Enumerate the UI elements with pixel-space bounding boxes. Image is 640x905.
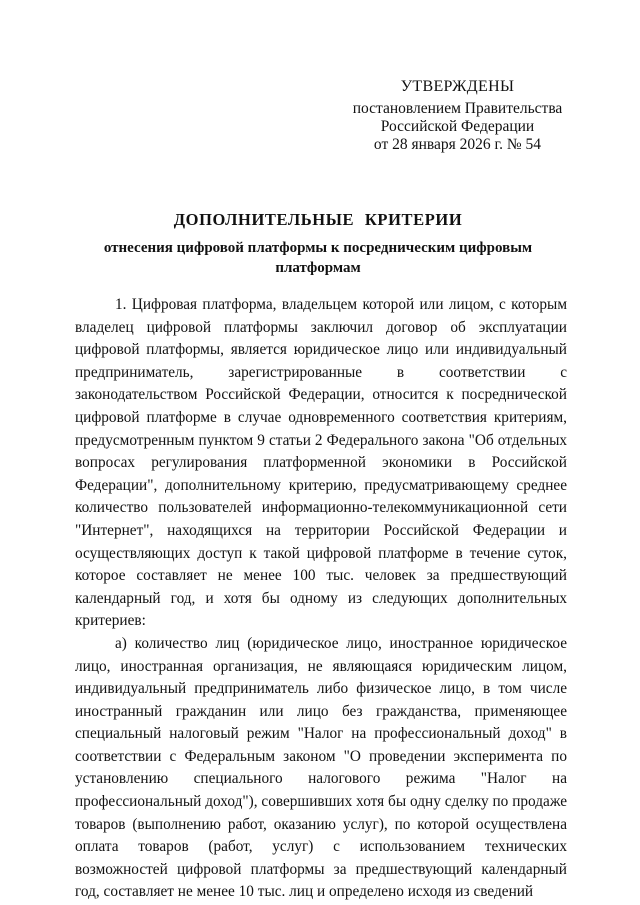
paragraph-criterion-a: а) количество лиц (юридическое лицо, иностранное юридическое лицо, иностранная организация, не являющаяся юридическим лицом, индивидуальный предприниматель либо физическое лицо, в том числе иностранный гражданин или лицо без гражданства, применяющее специальный налоговый режим "Налог на профессиональный доход" в соответствии с Федеральным законом "О проведении эксперимента по установлению специального налогового режима "Налог на профессиональный доход"), совершивших хотя бы одну сделку по продаже товаров (выполнению работ, оказанию услуг), по которой осуществлена оплата товаров (работ, услуг) с использованием технических возможностей цифровой платформы за предшествующий календарный год, составляет не менее 10 тыс. лиц и определено исходя из сведений	[75, 634, 567, 901]
document-title: ДОПОЛНИТЕЛЬНЫЕ КРИТЕРИИ	[173, 210, 463, 229]
approval-line-decree: постановлением Правительства	[352, 100, 563, 117]
approval-line-government: Российской Федерации	[380, 118, 535, 135]
document-subtitle: отнесения цифровой платформы к посредническим цифровым платформам	[103, 240, 533, 276]
paragraph-criteria-intro: 1. Цифровая платформа, владельцем которой или лицом, с которым владелец цифровой платформы заключил договор об эксплуатации цифровой платформы, является юридическое лицо или индивидуальный предприниматель, зарегистрированные в соответствии с законодательством Российской Федерации, относится к посреднической цифровой платформе в случае одновременного соответствия критериям, предусмотренным пунктом 9 статьи 2 Федерального закона "Об отдельных вопросах регулирования платформенной экономики в Российской Федерации", дополнительному критерию, предусматривающему среднее количество пользователей информационно-телекоммуникационной сети "Интернет", находящихся на территории Российской Федерации и осуществляющих доступ к такой цифровой платформе в течение суток, которое составляет не менее 100 тыс. человек за предшествующий календарный год, и хотя бы одному из следующих дополнительных критериев:	[75, 296, 567, 630]
document-body	[75, 294, 567, 904]
approval-block	[345, 78, 570, 154]
approval-line-date: от 28 января 2026 г. № 54	[373, 136, 542, 153]
approval-title: УТВЕРЖДЕНЫ	[400, 78, 515, 95]
